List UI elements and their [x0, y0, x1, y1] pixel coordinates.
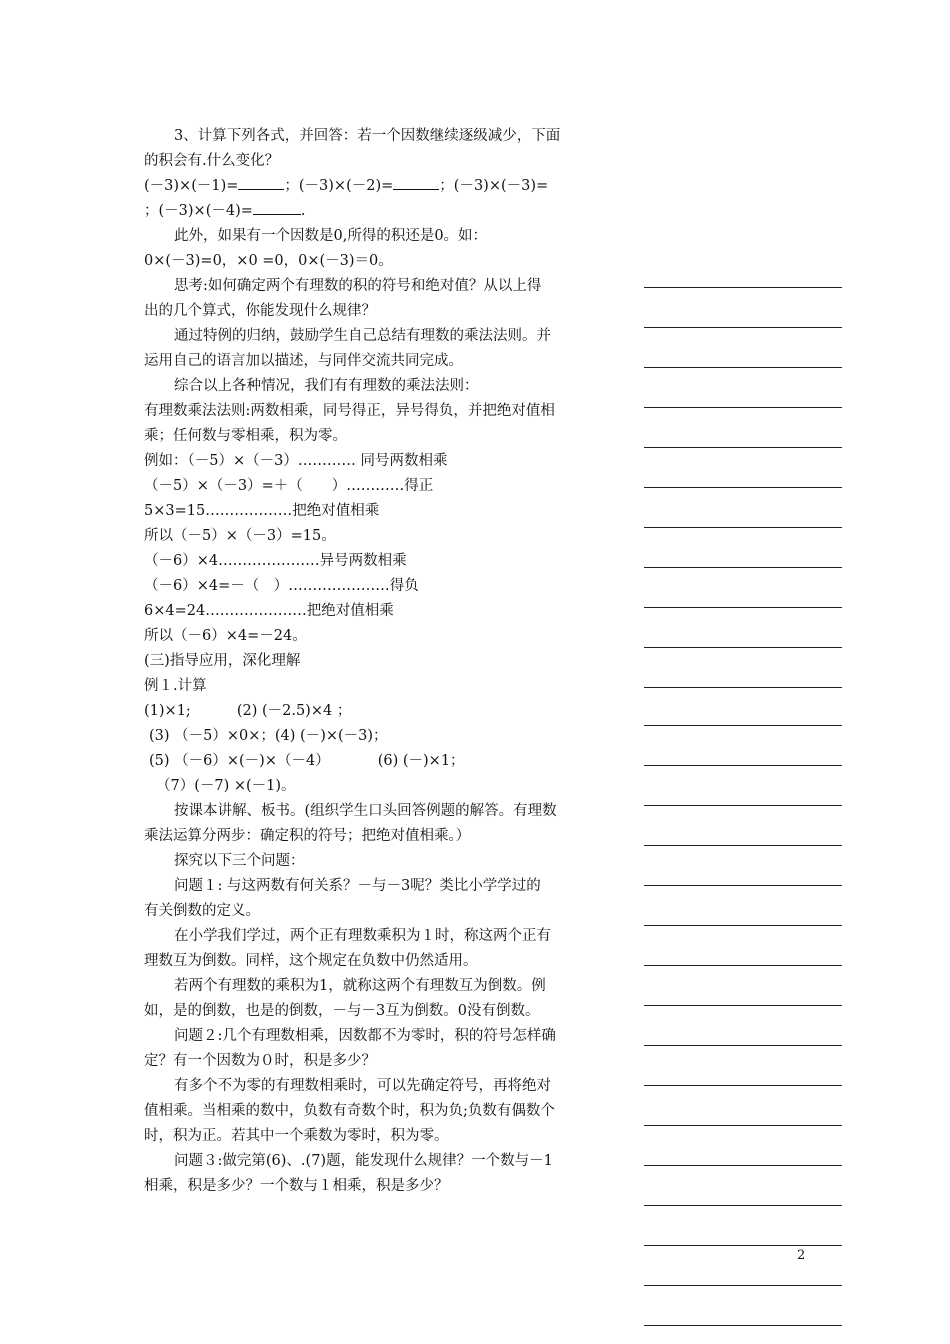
- paragraph-line: 运用自己的语言加以描述，与同伴交流共同完成。: [144, 353, 463, 369]
- note-line[interactable]: [644, 885, 842, 886]
- note-line[interactable]: [644, 925, 842, 926]
- paragraph-line: 乘法运算分两步：确定积的符号；把绝对值相乘。）: [144, 828, 471, 844]
- exercise-item: (2) (－2.5)×4 ；: [236, 703, 352, 719]
- paragraph-line: 此外，如果有一个因数是0,所得的积还是0。如：: [174, 228, 488, 244]
- document-body: [144, 124, 610, 1199]
- exercise-line: （7）(－7) ×(－1)。: [156, 778, 296, 794]
- note-line[interactable]: [644, 607, 842, 608]
- note-line[interactable]: [644, 287, 842, 288]
- exercise-item: (5) （－6）×(－)×（－4）: [149, 753, 330, 769]
- paragraph-line: 在小学我们学过，两个正有理数乘积为１时，称这两个正有: [174, 928, 551, 944]
- note-line[interactable]: [644, 1285, 842, 1286]
- paragraph-line: 问题１: 与这两数有何关系？－与－3呢？类比小学学过的: [174, 878, 541, 894]
- paragraph-line: 时，积为正。若其中一个乘数为零时，积为零。: [144, 1128, 449, 1144]
- paragraph-line: 思考:如何确定两个有理数的积的符号和绝对值？从以上得: [174, 278, 542, 294]
- paragraph-line: 如，是的倒数，也是的倒数，－与－3互为倒数。0没有倒数。: [144, 1003, 540, 1019]
- paragraph-line: 定？有一个因数为０时，积是多少？: [144, 1053, 376, 1069]
- answer-blank[interactable]: [238, 174, 284, 190]
- paragraph-line: 0×(－3)=0，×0 =0，0×(－3)＝0。: [144, 253, 393, 269]
- paragraph-line: 按课本讲解、板书。(组织学生口头回答例题的解答。有理数: [174, 803, 557, 819]
- page-number: 2: [797, 1248, 806, 1263]
- note-line[interactable]: [644, 1005, 842, 1006]
- note-line[interactable]: [644, 1245, 842, 1246]
- example-line: 所以（－5）×（－3）=15。: [144, 528, 336, 544]
- paragraph-line: 理数互为倒数。同样，这个规定在负数中仍然适用。: [144, 953, 478, 969]
- note-line[interactable]: [644, 845, 842, 846]
- paragraph-line: 3、计算下列各式，并回答：若一个因数继续逐级减少，下面: [174, 128, 561, 144]
- paragraph-line: 问题２:几个有理数相乘，因数都不为零时，积的符号怎样确: [174, 1028, 556, 1044]
- rule-line: 乘；任何数与零相乘，积为零。: [144, 428, 347, 444]
- equation-line: [144, 199, 610, 224]
- example-line: （－6）×4=－（ ）…………………得负: [144, 578, 419, 594]
- paragraph-line: 综合以上各种情况，我们有有理数的乘法法则：: [174, 378, 479, 394]
- note-line[interactable]: [644, 327, 842, 328]
- note-line[interactable]: [644, 487, 842, 488]
- note-line[interactable]: [644, 805, 842, 806]
- paragraph-line: 值相乘。当相乘的数中，负数有奇数个时，积为负;负数有偶数个: [144, 1103, 555, 1119]
- note-line[interactable]: [644, 367, 842, 368]
- note-line[interactable]: [644, 1165, 842, 1166]
- paragraph-line: 问题３:做完第(6)、.(7)题，能发现什么规律？一个数与－1: [174, 1153, 553, 1169]
- note-line[interactable]: [644, 725, 842, 726]
- example-title: 例１.计算: [144, 678, 207, 694]
- example-line: （－5）×（－3）=＋（ ）…………得正: [144, 478, 434, 494]
- example-line: 6×4=24…………………把绝对值相乘: [144, 603, 394, 619]
- equation-text: ；(－3)×(－3)=: [439, 178, 549, 194]
- example-line: （－6）×4…………………异号两数相乘: [144, 553, 407, 569]
- equation-text: ；(－3)×(－4)=: [144, 203, 253, 219]
- example-line: 例如：（－5）×（－3）………… 同号两数相乘: [144, 453, 448, 469]
- paragraph-line: 探究以下三个问题：: [174, 853, 305, 869]
- paragraph-line: 通过特例的归纳，鼓励学生自己总结有理数的乘法法则。并: [174, 328, 551, 344]
- note-line[interactable]: [644, 1325, 842, 1326]
- note-line[interactable]: [644, 527, 842, 528]
- note-line[interactable]: [644, 1085, 842, 1086]
- example-line: 5×3=15………………把绝对值相乘: [144, 503, 380, 519]
- rule-line: 有理数乘法法则:两数相乘，同号得正，异号得负，并把绝对值相: [144, 403, 555, 419]
- answer-blank[interactable]: [393, 174, 439, 190]
- note-line[interactable]: [644, 1125, 842, 1126]
- example-line: 所以（－6）×4=－24。: [144, 628, 307, 644]
- exercise-line: (3) （－5）×0×；(4) (－)×(－3)；: [149, 728, 388, 744]
- note-line[interactable]: [644, 965, 842, 966]
- paragraph-line: 若两个有理数的乘积为1，就称这两个有理数互为倒数。例: [174, 978, 546, 994]
- paragraph-line: 的积会有.什么变化？: [144, 153, 280, 169]
- note-line[interactable]: [644, 1045, 842, 1046]
- paragraph-line: 有多个不为零的有理数相乘时，可以先确定符号，再将绝对: [174, 1078, 551, 1094]
- answer-blank[interactable]: [253, 199, 301, 215]
- note-line[interactable]: [644, 567, 842, 568]
- note-line[interactable]: [644, 687, 842, 688]
- equation-text: ；(－3)×(－2)=: [284, 178, 394, 194]
- paragraph-line: 出的几个算式，你能发现什么规律？: [144, 303, 376, 319]
- note-line[interactable]: [644, 407, 842, 408]
- note-line[interactable]: [644, 1205, 842, 1206]
- exercise-item: (1)×1;: [144, 703, 191, 719]
- paragraph-line: 有关倒数的定义。: [144, 903, 260, 919]
- equation-text: (－3)×(－1)=: [144, 178, 239, 194]
- paragraph-line: 相乘，积是多少？一个数与１相乘，积是多少？: [144, 1178, 449, 1194]
- exercise-line: [144, 699, 610, 724]
- equation-line: [144, 174, 610, 199]
- note-line[interactable]: [644, 447, 842, 448]
- note-line[interactable]: [644, 647, 842, 648]
- notes-margin: [644, 0, 844, 1344]
- section-heading: (三)指导应用，深化理解: [144, 653, 301, 669]
- equation-text: .: [300, 203, 306, 219]
- note-line[interactable]: [644, 765, 842, 766]
- exercise-line: [144, 749, 610, 774]
- exercise-item: (6) (－)×1；: [377, 753, 465, 769]
